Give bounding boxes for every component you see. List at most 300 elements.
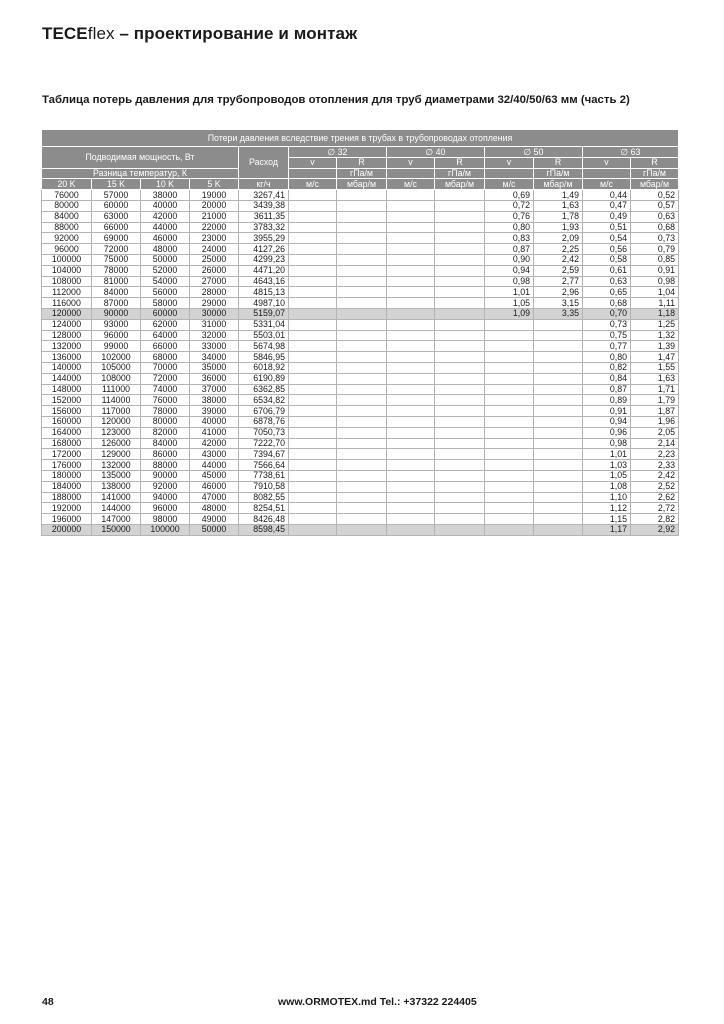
table-cell [337,514,387,525]
table-cell [485,362,534,373]
table-cell: 32000 [190,330,239,341]
table-cell: 27000 [190,276,239,287]
table-cell: 0,98 [631,276,679,287]
table-cell [435,373,485,384]
table-cell: 2,77 [534,276,583,287]
table-cell [337,265,387,276]
table-cell: 200000 [42,524,92,535]
table-row [42,395,679,406]
table-cell: 100000 [42,254,92,265]
table-cell: 0,44 [583,190,631,201]
power-header: Подводимая мощность, Вт [42,147,239,169]
table-cell: 0,76 [485,211,534,222]
table-cell: 4127,26 [239,244,289,255]
table-cell [289,190,337,201]
table-cell: 92000 [42,233,92,244]
table-cell: 0,47 [583,200,631,211]
table-cell: 72000 [141,373,190,384]
table-cell: 72000 [92,244,141,255]
table-cell [435,298,485,309]
table-cell [337,233,387,244]
table-cell: 0,77 [583,341,631,352]
table-cell [289,276,337,287]
table-cell: 56000 [141,287,190,298]
table-cell: 2,25 [534,244,583,255]
table-cell: 70000 [141,362,190,373]
table-cell: 36000 [190,373,239,384]
table-cell: 94000 [141,492,190,503]
table-cell [534,352,583,363]
empty-header-cell [387,168,435,179]
table-cell: 90000 [92,308,141,319]
table-cell [485,384,534,395]
table-cell: 0,82 [583,362,631,373]
table-cell: 48000 [190,503,239,514]
table-cell: 132000 [92,460,141,471]
table-cell [387,373,435,384]
table-cell [534,330,583,341]
table-cell [435,384,485,395]
table-row [42,524,679,535]
table-cell: 84000 [42,211,92,222]
table-cell [289,200,337,211]
table-cell [337,190,387,201]
table-row [42,341,679,352]
table-cell [435,330,485,341]
table-cell: 114000 [92,395,141,406]
table-cell [337,470,387,481]
table-cell [337,449,387,460]
table-row [42,233,679,244]
table-cell: 4815,13 [239,287,289,298]
table-cell: 1,93 [534,222,583,233]
table-cell [387,341,435,352]
resistance-header: R [534,157,583,168]
diameter-32-header: ∅ 32 [289,147,387,158]
table-cell: 24000 [190,244,239,255]
table-cell: 38000 [141,190,190,201]
table-cell: 88000 [42,222,92,233]
table-cell [485,503,534,514]
table-cell: 117000 [92,406,141,417]
table-cell: 96000 [141,503,190,514]
table-cell: 129000 [92,449,141,460]
table-cell: 38000 [190,395,239,406]
table-row [42,503,679,514]
table-cell: 2,14 [631,438,679,449]
table-row [42,352,679,363]
table-cell: 126000 [92,438,141,449]
table-cell [289,503,337,514]
table-cell: 7394,67 [239,449,289,460]
table-cell: 3955,29 [239,233,289,244]
table-row [42,308,679,319]
table-cell [435,222,485,233]
table-cell: 0,91 [583,406,631,417]
table-cell: 43000 [190,449,239,460]
table-cell: 0,68 [583,298,631,309]
table-cell [337,373,387,384]
table-cell [387,481,435,492]
table-cell [387,514,435,525]
table-cell: 49000 [190,514,239,525]
table-cell [289,416,337,427]
table-cell: 63000 [92,211,141,222]
table-cell [485,341,534,352]
table-cell [435,438,485,449]
table-cell: 74000 [141,384,190,395]
table-row [42,298,679,309]
table-cell [387,330,435,341]
table-cell [534,503,583,514]
table-cell: 3,35 [534,308,583,319]
table-cell: 87000 [92,298,141,309]
table-cell [289,470,337,481]
table-cell [337,427,387,438]
table-cell [387,298,435,309]
table-cell [387,395,435,406]
table-cell: 54000 [141,276,190,287]
table-cell [289,254,337,265]
table-cell: 90000 [141,470,190,481]
table-cell: 1,17 [583,524,631,535]
table-cell: 0,80 [485,222,534,233]
resistance-unit-header: мбар/м [337,179,387,190]
table-row [42,492,679,503]
table-cell: 0,96 [583,427,631,438]
table-cell: 40000 [141,200,190,211]
table-cell: 1,04 [631,287,679,298]
table-cell: 156000 [42,406,92,417]
table-cell: 7910,58 [239,481,289,492]
table-cell: 132000 [42,341,92,352]
table-cell: 39000 [190,406,239,417]
table-cell: 60000 [92,200,141,211]
table-cell: 0,85 [631,254,679,265]
table-cell: 135000 [92,470,141,481]
table-cell: 141000 [92,492,141,503]
page-title-text: – проектирование и монтаж [114,24,358,43]
table-cell [435,449,485,460]
table-cell: 7566,64 [239,460,289,471]
table-row [42,319,679,330]
table-cell [435,233,485,244]
table-cell: 35000 [190,362,239,373]
table-cell: 2,59 [534,265,583,276]
table-row [42,514,679,525]
temp-15k-header: 15 K [92,179,141,190]
table-caption: Таблица потерь давления для трубопроводов отопления для труб диаметрами 32/40/50/63 мм (часть 2) [42,94,630,106]
table-cell: 33000 [190,341,239,352]
table-cell: 5674,98 [239,341,289,352]
table-cell: 80000 [42,200,92,211]
flow-header: Расход [239,147,289,179]
resistance-header: R [337,157,387,168]
table-cell [435,492,485,503]
table-cell: 3,15 [534,298,583,309]
table-cell: 78000 [141,406,190,417]
table-cell: 1,96 [631,416,679,427]
velocity-header: v [289,157,337,168]
table-cell: 1,10 [583,492,631,503]
table-cell [289,341,337,352]
table-cell: 2,82 [631,514,679,525]
table-cell: 0,65 [583,287,631,298]
table-cell [337,298,387,309]
table-cell: 5846,95 [239,352,289,363]
table-cell [337,406,387,417]
table-cell: 68000 [141,352,190,363]
table-row [42,406,679,417]
table-cell [337,341,387,352]
table-cell [485,481,534,492]
empty-header-cell [289,168,337,179]
table-cell [387,265,435,276]
table-cell: 40000 [190,416,239,427]
table-row [42,211,679,222]
table-cell: 20000 [190,200,239,211]
table-cell [337,481,387,492]
table-cell: 124000 [42,319,92,330]
table-cell: 46000 [190,481,239,492]
table-cell [387,254,435,265]
table-cell [534,524,583,535]
table-cell: 1,32 [631,330,679,341]
table-cell [534,395,583,406]
table-cell: 0,80 [583,352,631,363]
table-cell: 7222,70 [239,438,289,449]
table-cell: 102000 [92,352,141,363]
table-cell [387,416,435,427]
table-cell: 21000 [190,211,239,222]
table-row [42,200,679,211]
empty-header-cell [583,168,631,179]
table-cell: 0,68 [631,222,679,233]
table-cell [435,427,485,438]
table-cell [289,308,337,319]
velocity-header: v [485,157,534,168]
table-row [42,190,679,201]
table-cell: 184000 [42,481,92,492]
table-cell: 99000 [92,341,141,352]
table-cell: 1,63 [534,200,583,211]
table-cell [337,276,387,287]
table-cell [485,352,534,363]
table-cell: 140000 [42,362,92,373]
table-cell [435,406,485,417]
page-number: 48 [42,996,54,1008]
table-cell [387,352,435,363]
table-cell: 100000 [141,524,190,535]
table-cell [337,308,387,319]
table-cell: 8598,45 [239,524,289,535]
table-cell [435,524,485,535]
table-cell: 3611,35 [239,211,289,222]
table-cell [485,427,534,438]
table-cell: 160000 [42,416,92,427]
table-cell: 0,98 [485,276,534,287]
table-cell [289,319,337,330]
pressure-loss-table [41,129,679,536]
table-body [42,190,679,536]
table-cell: 45000 [190,470,239,481]
table-cell: 6018,92 [239,362,289,373]
footer-contact: www.ORMOTEX.md Tel.: +37322 224405 [278,996,477,1008]
table-cell: 0,73 [631,233,679,244]
table-cell: 0,98 [583,438,631,449]
table-cell: 44000 [190,460,239,471]
table-cell: 48000 [141,244,190,255]
empty-header-cell [485,168,534,179]
table-cell: 1,47 [631,352,679,363]
table-cell: 31000 [190,319,239,330]
table-cell [534,416,583,427]
table-cell [289,298,337,309]
table-cell: 5159,07 [239,308,289,319]
table-cell [435,265,485,276]
table-cell: 78000 [92,265,141,276]
table-cell [337,222,387,233]
table-cell [387,244,435,255]
table-cell: 1,49 [534,190,583,201]
table-cell [485,449,534,460]
table-cell [435,287,485,298]
table-cell: 4471,20 [239,265,289,276]
table-cell [387,362,435,373]
table-cell [337,416,387,427]
table-cell: 0,94 [485,265,534,276]
velocity-unit-header: м/с [387,179,435,190]
table-cell [337,244,387,255]
table-cell: 58000 [141,298,190,309]
table-cell: 123000 [92,427,141,438]
table-cell [534,438,583,449]
table-cell [337,384,387,395]
table-cell: 144000 [42,373,92,384]
table-cell [387,438,435,449]
table-cell: 0,83 [485,233,534,244]
table-cell [435,362,485,373]
table-cell [337,492,387,503]
page-title [42,24,357,44]
table-cell: 47000 [190,492,239,503]
table-cell: 42000 [141,211,190,222]
table-cell: 41000 [190,427,239,438]
table-cell [387,470,435,481]
table-cell: 1,63 [631,373,679,384]
table-cell: 6534,82 [239,395,289,406]
table-cell: 0,57 [631,200,679,211]
table-cell [289,514,337,525]
table-row [42,416,679,427]
table-cell [337,287,387,298]
table-cell: 138000 [92,481,141,492]
table-cell [387,503,435,514]
table-cell: 0,54 [583,233,631,244]
table-cell [289,362,337,373]
table-cell: 1,79 [631,395,679,406]
table-header [42,130,679,190]
table-cell: 180000 [42,470,92,481]
table-cell: 1,25 [631,319,679,330]
table-cell: 28000 [190,287,239,298]
table-cell [534,362,583,373]
table-cell: 0,91 [631,265,679,276]
table-cell [387,190,435,201]
table-cell [534,406,583,417]
table-cell [534,481,583,492]
table-cell [289,244,337,255]
table-cell: 2,09 [534,233,583,244]
table-cell: 1,01 [485,287,534,298]
table-row [42,438,679,449]
table-row [42,384,679,395]
table-cell [435,190,485,201]
table-cell [337,352,387,363]
table-cell: 81000 [92,276,141,287]
table-cell: 1,05 [485,298,534,309]
table-cell: 80000 [141,416,190,427]
table-cell [289,438,337,449]
table-cell [534,460,583,471]
table-cell [485,524,534,535]
table-cell [534,470,583,481]
table-cell: 2,42 [631,470,679,481]
table-cell: 88000 [141,460,190,471]
table-cell: 0,52 [631,190,679,201]
resistance-header: R [631,157,679,168]
brand-name-light: flex [87,24,115,43]
table-cell: 82000 [141,427,190,438]
table-row [42,330,679,341]
table-cell: 120000 [42,308,92,319]
table-cell: 2,05 [631,427,679,438]
table-cell [387,384,435,395]
table-cell [534,384,583,395]
table-row [42,449,679,460]
resistance-unit-header: мбар/м [534,179,583,190]
table-cell: 66000 [141,341,190,352]
table-row [42,470,679,481]
table-cell [337,395,387,406]
table-cell: 2,96 [534,287,583,298]
table-cell [289,352,337,363]
table-cell: 8426,48 [239,514,289,525]
table-cell [435,503,485,514]
table-cell: 6878,76 [239,416,289,427]
table-cell: 5331,04 [239,319,289,330]
diameter-50-header: ∅ 50 [485,147,583,158]
table-cell [435,481,485,492]
hpa-unit-header: гПа/м [435,168,485,179]
table-cell: 136000 [42,352,92,363]
diameter-40-header: ∅ 40 [387,147,485,158]
table-cell: 108000 [92,373,141,384]
table-cell: 0,61 [583,265,631,276]
table-cell [289,265,337,276]
table-cell [435,352,485,363]
table-cell [485,460,534,471]
table-row [42,427,679,438]
table-cell: 3267,41 [239,190,289,201]
table-cell: 1,09 [485,308,534,319]
table-cell [534,492,583,503]
table-cell: 8082,55 [239,492,289,503]
table-cell [387,427,435,438]
table-cell: 1,12 [583,503,631,514]
table-cell: 2,62 [631,492,679,503]
table-cell [289,233,337,244]
